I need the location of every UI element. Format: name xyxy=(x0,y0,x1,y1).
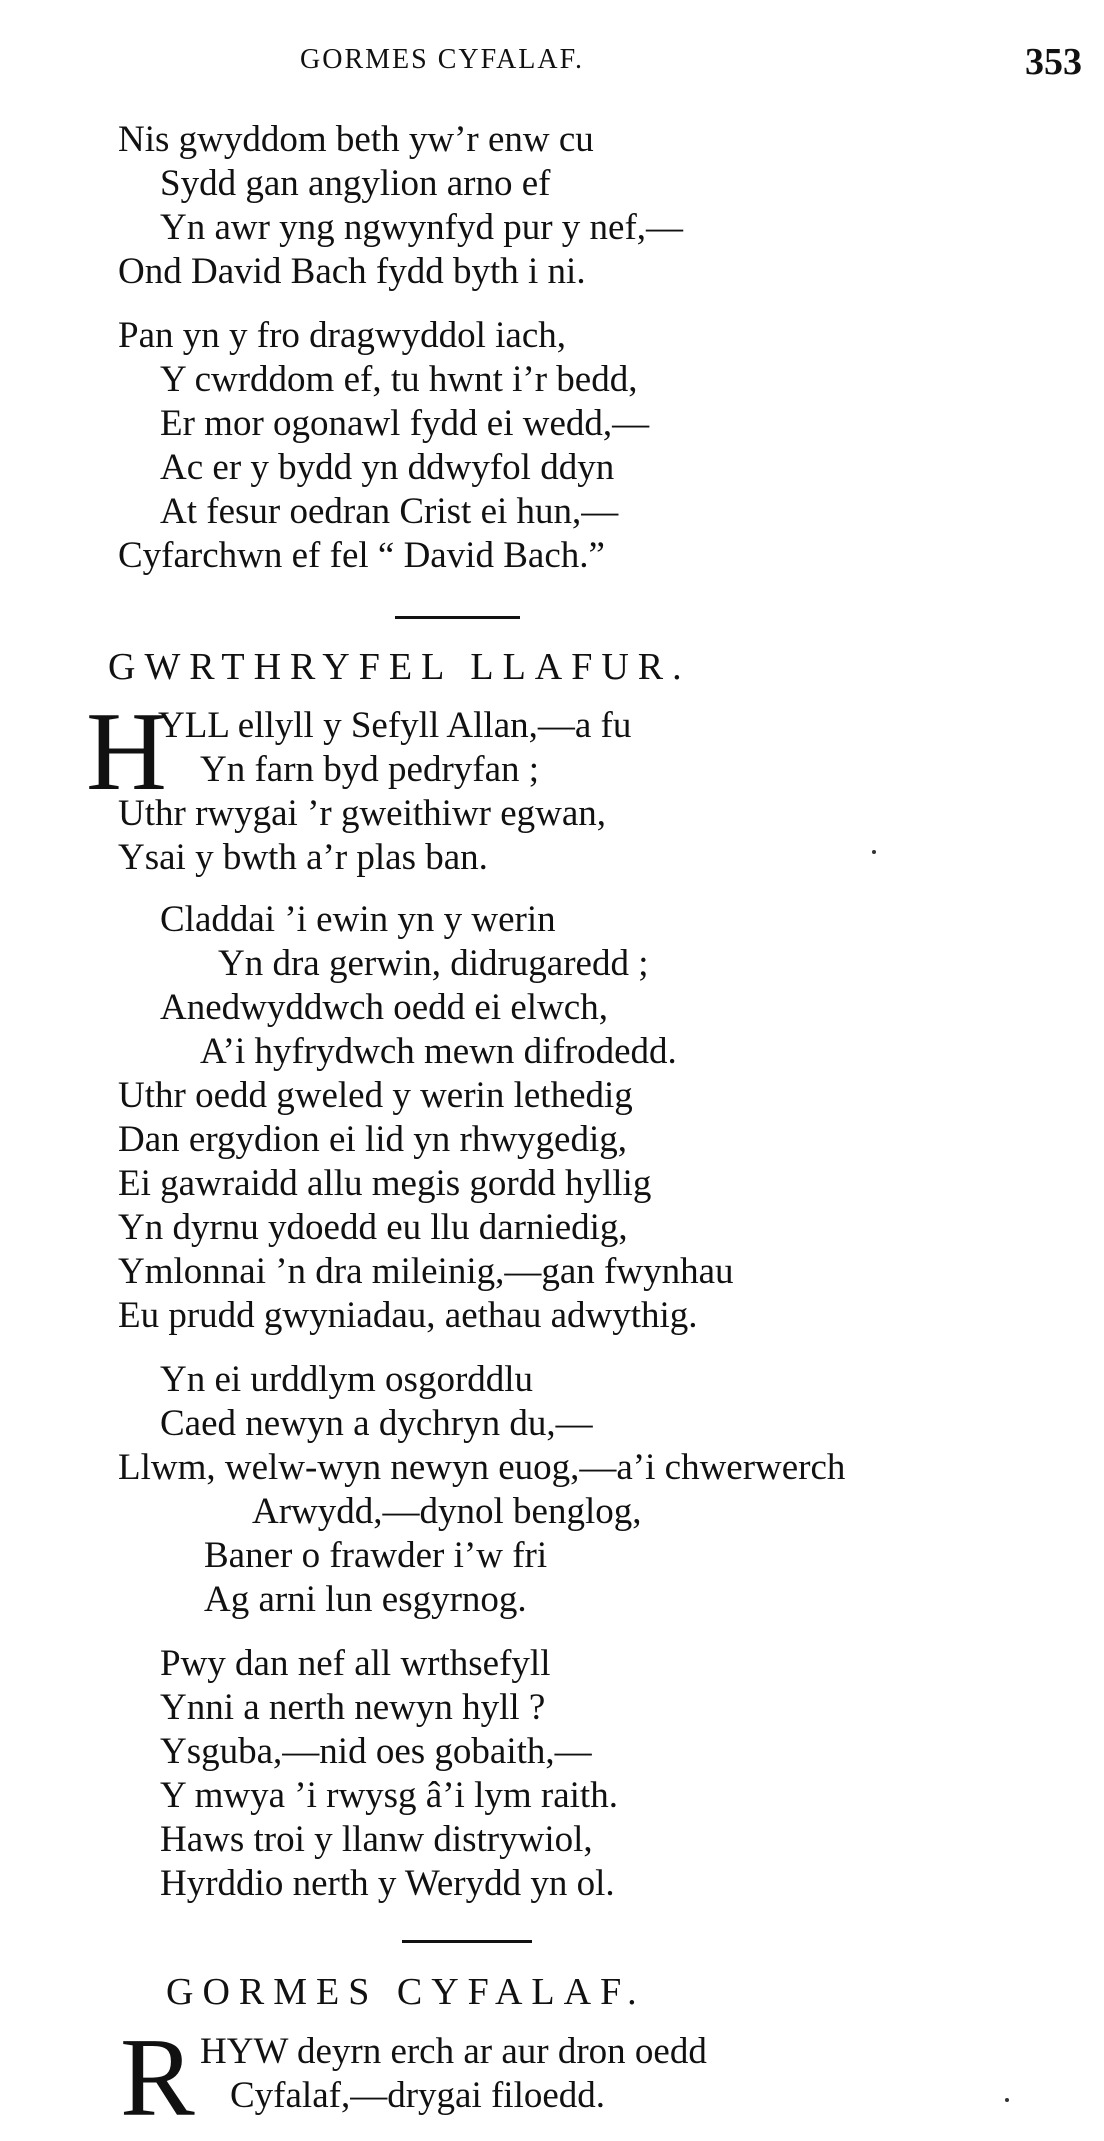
verse-line: Dan ergydion ei lid yn rhwygedig, xyxy=(118,1119,628,1160)
verse-line: HYW deyrn erch ar aur dron oedd xyxy=(200,2031,707,2072)
verse-line: Uthr rwygai ’r gweithiwr egwan, xyxy=(118,793,607,834)
drop-cap: H xyxy=(86,690,167,814)
verse-line: Nis gwyddom beth yw’r enw cu xyxy=(118,119,594,160)
verse-line: Claddai ’i ewin yn y werin xyxy=(160,899,556,940)
verse-line: Cyfalaf,—drygai filoedd. xyxy=(230,2075,606,2116)
verse-line: Ysai y bwth a’r plas ban. xyxy=(118,837,488,878)
verse-line: Anedwyddwch oedd ei elwch, xyxy=(160,987,608,1028)
verse-line: Er mor ogonawl fydd ei wedd,— xyxy=(160,403,650,444)
verse-line: Ynni a nerth newyn hyll ? xyxy=(160,1687,546,1728)
verse-line: Pan yn y fro dragwyddol iach, xyxy=(118,315,567,356)
verse-line: Y mwya ’i rwysg â’i lym raith. xyxy=(160,1775,618,1816)
verse-line: Pwy dan nef all wrthsefyll xyxy=(160,1643,551,1684)
page-number: 353 xyxy=(1025,41,1082,83)
verse-line: Y cwrddom ef, tu hwnt i’r bedd, xyxy=(160,359,638,400)
running-head xyxy=(0,40,1104,83)
verse-line: Yn ei urddlym osgorddlu xyxy=(160,1359,534,1400)
verse-line: Ysguba,—nid oes gobaith,— xyxy=(160,1731,592,1772)
verse-line: Sydd gan angylion arno ef xyxy=(160,163,551,204)
verse-line: At fesur oedran Crist ei hun,— xyxy=(160,491,619,532)
print-speck xyxy=(1005,2098,1009,2102)
verse-line: Ond David Bach fydd byth i ni. xyxy=(118,251,586,292)
verse-line: Ac er y bydd yn ddwyfol ddyn xyxy=(160,447,615,488)
print-speck xyxy=(872,850,876,854)
verse-line: Ymlonnai ’n dra mileinig,—gan fwynhau xyxy=(118,1251,734,1292)
verse-line: Arwydd,—dynol benglog, xyxy=(252,1491,642,1532)
verse-line: YLL ellyll y Sefyll Allan,—a fu xyxy=(158,705,632,746)
poem-title: GORMES CYFALAF. xyxy=(166,1971,646,2013)
section-divider xyxy=(402,1940,532,1943)
verse-line: Eu prudd gwyniadau, aethau adwythig. xyxy=(118,1295,698,1336)
verse-line: Caed newyn a dychryn du,— xyxy=(160,1403,593,1444)
section-divider xyxy=(395,616,520,619)
verse-line: Yn farn byd pedryfan ; xyxy=(200,749,540,790)
verse-line: A’i hyfrydwch mewn difrodedd. xyxy=(200,1031,677,1072)
verse-line: Cyfarchwn ef fel “ David Bach.” xyxy=(118,535,605,576)
poem-title: GWRTHRYFEL LLAFUR. xyxy=(108,646,691,688)
verse-line: Uthr oedd gweled y werin lethedig xyxy=(118,1075,633,1116)
running-title: GORMES CYFALAF. xyxy=(300,44,584,75)
verse-line: Hyrddio nerth y Werydd yn ol. xyxy=(160,1863,615,1904)
verse-line: Ei gawraidd allu megis gordd hyllig xyxy=(118,1163,652,1204)
verse-line: Haws troi y llanw distrywiol, xyxy=(160,1819,593,1860)
verse-line: Yn dyrnu ydoedd eu llu darniedig, xyxy=(118,1207,628,1248)
verse-line: Llwm, welw-wyn newyn euog,—a’i chwerwerch xyxy=(118,1447,846,1488)
verse-line: Yn awr yng ngwynfyd pur y nef,— xyxy=(160,207,684,248)
verse-line: Baner o frawder i’w fri xyxy=(204,1535,548,1576)
drop-cap: R xyxy=(120,2016,195,2140)
verse-line: Ag arni lun esgyrnog. xyxy=(204,1579,527,1620)
verse-line: Yn dra gerwin, didrugaredd ; xyxy=(218,943,649,984)
